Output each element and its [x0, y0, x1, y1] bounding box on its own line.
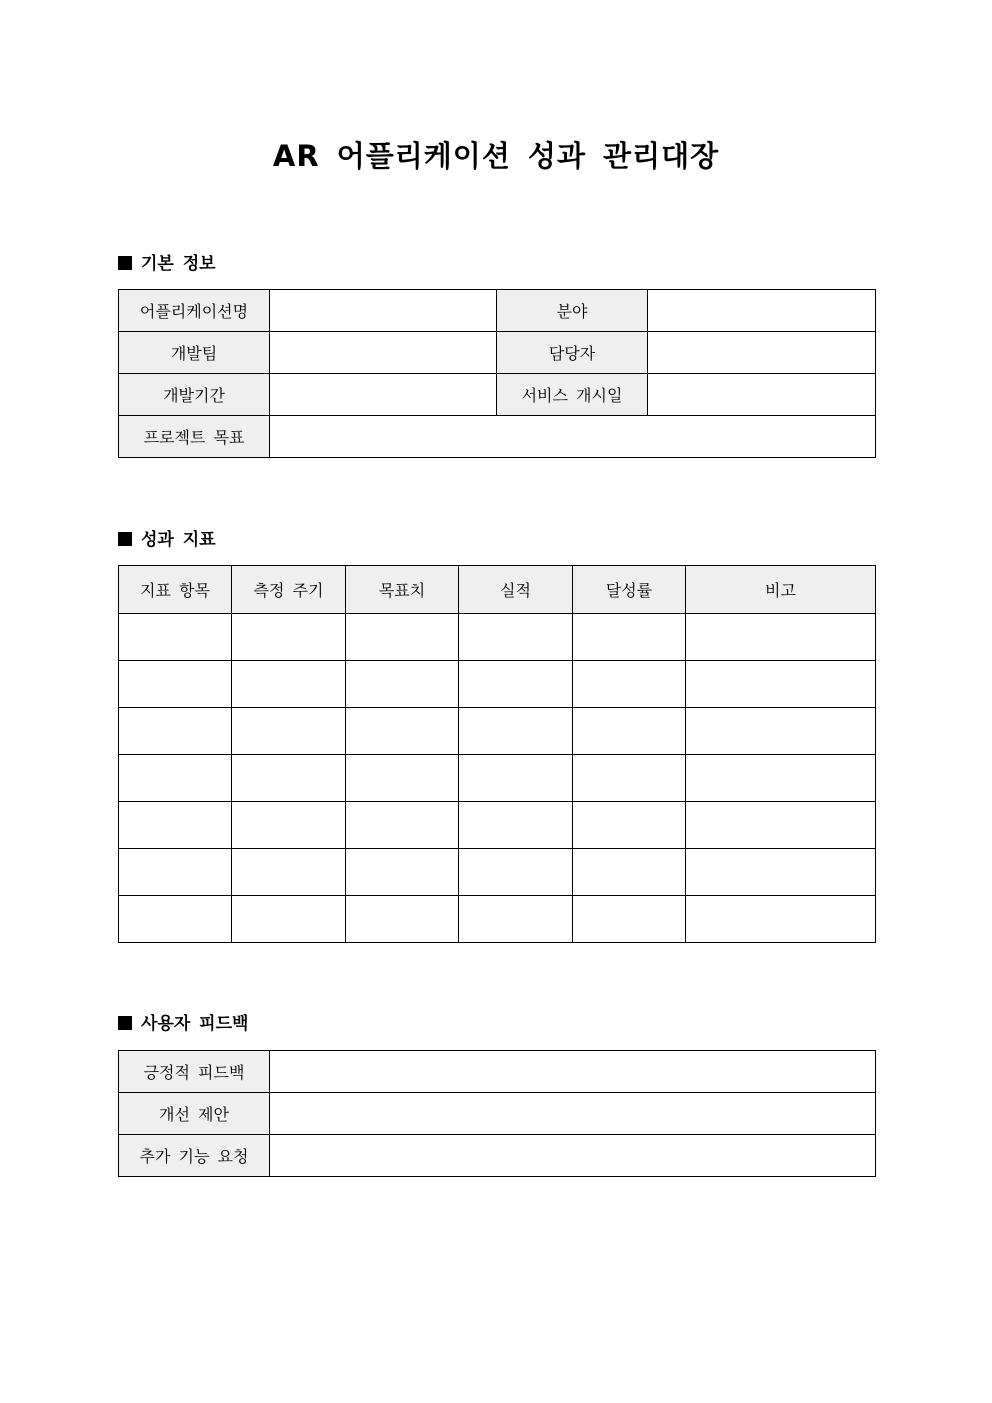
feedback-table: [118, 1050, 876, 1177]
table-cell[interactable]: [232, 614, 346, 661]
table-row: [119, 416, 876, 458]
table-cell[interactable]: [686, 896, 876, 943]
table-cell[interactable]: [119, 708, 232, 755]
column-header: 목표치: [346, 566, 459, 614]
field-label: 분야: [497, 290, 648, 332]
dev-team-field[interactable]: [270, 332, 497, 374]
table-row: [119, 332, 876, 374]
table-cell[interactable]: [119, 802, 232, 849]
table-row: [119, 849, 876, 896]
app-name-field[interactable]: [270, 290, 497, 332]
feedback-heading: [118, 1012, 248, 1036]
table-cell[interactable]: [119, 661, 232, 708]
table-cell[interactable]: [346, 661, 459, 708]
table-cell[interactable]: [119, 896, 232, 943]
table-cell[interactable]: [573, 755, 686, 802]
positive-feedback-label: 긍정적 피드백: [119, 1051, 270, 1093]
table-cell[interactable]: [119, 849, 232, 896]
metrics-heading-text: 성과 지표: [141, 530, 216, 550]
table-row: [119, 755, 876, 802]
black-square-icon: [118, 1016, 132, 1030]
table-cell[interactable]: [232, 802, 346, 849]
table-row: [119, 290, 876, 332]
improvement-field[interactable]: [270, 1093, 876, 1135]
table-cell[interactable]: [346, 708, 459, 755]
dev-period-label: 개발기간: [119, 374, 270, 416]
table-row: [119, 1051, 876, 1093]
black-square-icon: [118, 256, 132, 270]
table-cell[interactable]: [459, 755, 573, 802]
basic-info-table: [118, 289, 876, 458]
project-goal-label: 프로젝트 목표: [119, 416, 270, 458]
table-row: [119, 896, 876, 943]
table-row: [119, 802, 876, 849]
app-name-label: 어플리케이션명: [119, 290, 270, 332]
table-cell[interactable]: [459, 896, 573, 943]
table-row: [119, 1093, 876, 1135]
table-cell[interactable]: [686, 755, 876, 802]
table-cell[interactable]: [232, 896, 346, 943]
table-row: [119, 1135, 876, 1177]
manager-field[interactable]: [648, 332, 876, 374]
table-cell[interactable]: [459, 614, 573, 661]
table-cell[interactable]: [232, 849, 346, 896]
table-cell[interactable]: [686, 708, 876, 755]
column-header: 비고: [686, 566, 876, 614]
table-header-row: [119, 566, 876, 614]
table-cell[interactable]: [459, 849, 573, 896]
metrics-table: [118, 565, 876, 943]
manager-label: 담당자: [497, 332, 648, 374]
project-goal-field[interactable]: [270, 416, 876, 458]
table-row: [119, 614, 876, 661]
table-cell[interactable]: [573, 896, 686, 943]
feedback-heading-text: 사용자 피드백: [141, 1014, 249, 1034]
table-cell[interactable]: [686, 614, 876, 661]
service-start-field[interactable]: [648, 374, 876, 416]
table-row: [119, 661, 876, 708]
field-field[interactable]: [648, 290, 876, 332]
column-header: 달성률: [573, 566, 686, 614]
table-cell[interactable]: [573, 849, 686, 896]
table-cell[interactable]: [686, 802, 876, 849]
table-cell[interactable]: [459, 708, 573, 755]
feature-request-label: 추가 기능 요청: [119, 1135, 270, 1177]
table-row: [119, 708, 876, 755]
table-cell[interactable]: [686, 661, 876, 708]
positive-feedback-field[interactable]: [270, 1051, 876, 1093]
table-cell[interactable]: [573, 708, 686, 755]
table-cell[interactable]: [459, 802, 573, 849]
table-cell[interactable]: [119, 755, 232, 802]
table-cell[interactable]: [573, 802, 686, 849]
column-header: 지표 항목: [119, 566, 232, 614]
column-header: 실적: [459, 566, 573, 614]
table-cell[interactable]: [232, 661, 346, 708]
feature-request-field[interactable]: [270, 1135, 876, 1177]
basic-info-heading-text: 기본 정보: [141, 254, 216, 274]
basic-info-heading: [118, 252, 216, 276]
dev-team-label: 개발팀: [119, 332, 270, 374]
table-cell[interactable]: [232, 755, 346, 802]
table-cell[interactable]: [573, 661, 686, 708]
table-cell[interactable]: [346, 849, 459, 896]
table-row: [119, 374, 876, 416]
metrics-heading: [118, 528, 216, 552]
table-cell[interactable]: [346, 755, 459, 802]
table-cell[interactable]: [573, 614, 686, 661]
table-cell[interactable]: [346, 802, 459, 849]
black-square-icon: [118, 532, 132, 546]
table-cell[interactable]: [119, 614, 232, 661]
table-cell[interactable]: [686, 849, 876, 896]
improvement-label: 개선 제안: [119, 1093, 270, 1135]
column-header: 측정 주기: [232, 566, 346, 614]
table-cell[interactable]: [232, 708, 346, 755]
dev-period-field[interactable]: [270, 374, 497, 416]
table-cell[interactable]: [346, 614, 459, 661]
table-cell[interactable]: [346, 896, 459, 943]
service-start-label: 서비스 개시일: [497, 374, 648, 416]
table-cell[interactable]: [459, 661, 573, 708]
page-title: AR 어플리케이션 성과 관리대장: [272, 139, 720, 173]
